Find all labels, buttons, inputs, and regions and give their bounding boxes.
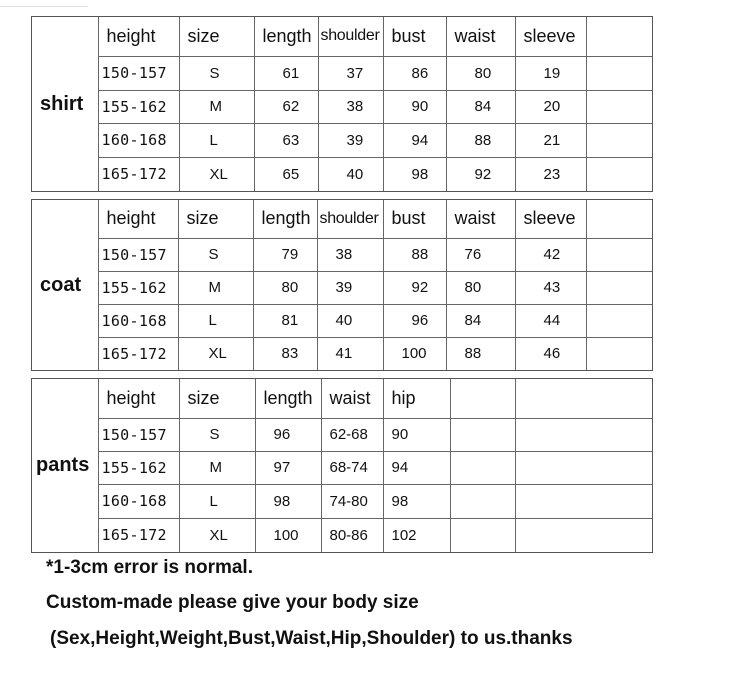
length-cell: 80 bbox=[253, 271, 317, 304]
length-cell: 96 bbox=[255, 418, 321, 451]
height-cell: 150-157 bbox=[98, 56, 179, 90]
col-header-shoulder: shoulder bbox=[318, 17, 383, 56]
col-header-waist: waist bbox=[446, 17, 515, 56]
empty-cell bbox=[515, 418, 652, 451]
header-row bbox=[32, 379, 652, 418]
table-row bbox=[32, 418, 652, 451]
waist-cell: 62-68 bbox=[321, 418, 383, 451]
category-label: pants bbox=[32, 379, 98, 552]
col-header-waist: waist bbox=[321, 379, 383, 418]
custom-note: Custom-made please give your body size bbox=[46, 592, 419, 613]
category-label: shirt bbox=[32, 17, 98, 191]
size-cell: XL bbox=[179, 518, 255, 552]
sleeve-cell: 23 bbox=[515, 157, 586, 191]
size-cell: S bbox=[179, 56, 254, 90]
col-header-sleeve: sleeve bbox=[515, 200, 586, 238]
bust-cell: 92 bbox=[383, 271, 446, 304]
table-row bbox=[32, 484, 652, 518]
empty-cell bbox=[586, 271, 652, 304]
col-header-length: length bbox=[254, 17, 318, 56]
col-header-size: size bbox=[178, 200, 253, 238]
bust-cell: 86 bbox=[383, 56, 446, 90]
col-header-shoulder: shoulder bbox=[317, 200, 383, 238]
size-cell: L bbox=[179, 123, 254, 157]
table-row bbox=[32, 271, 652, 304]
top-divider bbox=[0, 6, 88, 7]
waist-cell: 92 bbox=[446, 157, 515, 191]
hip-cell: 98 bbox=[383, 484, 450, 518]
height-cell: 165-172 bbox=[98, 518, 179, 552]
length-cell: 79 bbox=[253, 238, 317, 271]
col-header-bust: bust bbox=[383, 200, 446, 238]
hip-cell: 94 bbox=[383, 451, 450, 484]
height-cell: 160-168 bbox=[98, 123, 179, 157]
size-cell: M bbox=[179, 451, 255, 484]
empty-cell bbox=[450, 484, 515, 518]
coat-size-table bbox=[31, 199, 653, 371]
sleeve-cell: 19 bbox=[515, 56, 586, 90]
col-header-length: length bbox=[255, 379, 321, 418]
table-row bbox=[32, 90, 652, 123]
waist-cell: 76 bbox=[446, 238, 515, 271]
col-header-height: height bbox=[98, 379, 179, 418]
bust-cell: 100 bbox=[383, 337, 446, 370]
height-cell: 155-162 bbox=[98, 451, 179, 484]
empty-cell bbox=[515, 518, 652, 552]
table-row bbox=[32, 56, 652, 90]
bust-cell: 96 bbox=[383, 304, 446, 337]
height-cell: 165-172 bbox=[98, 157, 179, 191]
sleeve-cell: 21 bbox=[515, 123, 586, 157]
empty-cell bbox=[515, 484, 652, 518]
waist-cell: 84 bbox=[446, 90, 515, 123]
size-cell: L bbox=[178, 304, 253, 337]
shoulder-cell: 38 bbox=[318, 90, 383, 123]
table-row bbox=[32, 238, 652, 271]
waist-cell: 88 bbox=[446, 123, 515, 157]
hip-cell: 102 bbox=[383, 518, 450, 552]
col-header-waist: waist bbox=[446, 200, 515, 238]
shoulder-cell: 39 bbox=[318, 123, 383, 157]
empty-cell bbox=[586, 157, 652, 191]
length-cell: 65 bbox=[254, 157, 318, 191]
height-cell: 155-162 bbox=[98, 271, 178, 304]
length-cell: 63 bbox=[254, 123, 318, 157]
col-header-bust: bust bbox=[383, 17, 446, 56]
col-header-sleeve: sleeve bbox=[515, 17, 586, 56]
table-row bbox=[32, 157, 652, 191]
bust-cell: 90 bbox=[383, 90, 446, 123]
table-row bbox=[32, 451, 652, 484]
waist-cell: 88 bbox=[446, 337, 515, 370]
length-cell: 61 bbox=[254, 56, 318, 90]
pants-size-table bbox=[31, 378, 653, 553]
hip-cell: 90 bbox=[383, 418, 450, 451]
col-header-height: height bbox=[98, 200, 178, 238]
shoulder-cell: 40 bbox=[317, 304, 383, 337]
col-header-height: height bbox=[98, 17, 179, 56]
error-note: *1-3cm error is normal. bbox=[46, 557, 253, 578]
sleeve-cell: 42 bbox=[515, 238, 586, 271]
waist-cell: 80 bbox=[446, 56, 515, 90]
category-label: coat bbox=[32, 200, 98, 370]
height-cell: 155-162 bbox=[98, 90, 179, 123]
empty-cell bbox=[586, 304, 652, 337]
length-cell: 98 bbox=[255, 484, 321, 518]
bust-cell: 98 bbox=[383, 157, 446, 191]
shoulder-cell: 39 bbox=[317, 271, 383, 304]
empty-cell bbox=[586, 337, 652, 370]
empty-cell bbox=[586, 123, 652, 157]
sleeve-cell: 46 bbox=[515, 337, 586, 370]
height-cell: 150-157 bbox=[98, 238, 178, 271]
empty-cell bbox=[586, 56, 652, 90]
sleeve-cell: 44 bbox=[515, 304, 586, 337]
waist-cell: 74-80 bbox=[321, 484, 383, 518]
sleeve-cell: 20 bbox=[515, 90, 586, 123]
waist-cell: 84 bbox=[446, 304, 515, 337]
table-row bbox=[32, 518, 652, 552]
header-row bbox=[32, 200, 652, 238]
table-row bbox=[32, 304, 652, 337]
height-cell: 165-172 bbox=[98, 337, 178, 370]
length-cell: 62 bbox=[254, 90, 318, 123]
empty-cell bbox=[586, 238, 652, 271]
empty-cell bbox=[586, 90, 652, 123]
body-size-fields-note: (Sex,Height,Weight,Bust,Waist,Hip,Shoulder) to us.thanks bbox=[50, 628, 573, 649]
empty-cell bbox=[515, 379, 652, 418]
empty-cell bbox=[450, 379, 515, 418]
bust-cell: 88 bbox=[383, 238, 446, 271]
empty-cell bbox=[515, 451, 652, 484]
bust-cell: 94 bbox=[383, 123, 446, 157]
shoulder-cell: 40 bbox=[318, 157, 383, 191]
col-header-length: length bbox=[253, 200, 317, 238]
col-header-size: size bbox=[179, 379, 255, 418]
col-header-hip: hip bbox=[383, 379, 450, 418]
waist-cell: 68-74 bbox=[321, 451, 383, 484]
size-cell: S bbox=[179, 418, 255, 451]
table-row bbox=[32, 123, 652, 157]
size-cell: XL bbox=[178, 337, 253, 370]
shoulder-cell: 41 bbox=[317, 337, 383, 370]
length-cell: 83 bbox=[253, 337, 317, 370]
waist-cell: 80-86 bbox=[321, 518, 383, 552]
size-cell: XL bbox=[179, 157, 254, 191]
size-cell: M bbox=[179, 90, 254, 123]
table-row bbox=[32, 337, 652, 370]
length-cell: 100 bbox=[255, 518, 321, 552]
empty-cell bbox=[450, 518, 515, 552]
empty-cell bbox=[586, 200, 652, 238]
waist-cell: 80 bbox=[446, 271, 515, 304]
shoulder-cell: 38 bbox=[317, 238, 383, 271]
empty-cell bbox=[586, 17, 652, 56]
empty-cell bbox=[450, 451, 515, 484]
height-cell: 160-168 bbox=[98, 484, 179, 518]
shoulder-cell: 37 bbox=[318, 56, 383, 90]
length-cell: 81 bbox=[253, 304, 317, 337]
header-row bbox=[32, 17, 652, 56]
col-header-size: size bbox=[179, 17, 254, 56]
size-cell: L bbox=[179, 484, 255, 518]
shirt-size-table bbox=[31, 16, 653, 192]
sleeve-cell: 43 bbox=[515, 271, 586, 304]
length-cell: 97 bbox=[255, 451, 321, 484]
height-cell: 160-168 bbox=[98, 304, 178, 337]
size-cell: M bbox=[178, 271, 253, 304]
size-cell: S bbox=[178, 238, 253, 271]
height-cell: 150-157 bbox=[98, 418, 179, 451]
empty-cell bbox=[450, 418, 515, 451]
